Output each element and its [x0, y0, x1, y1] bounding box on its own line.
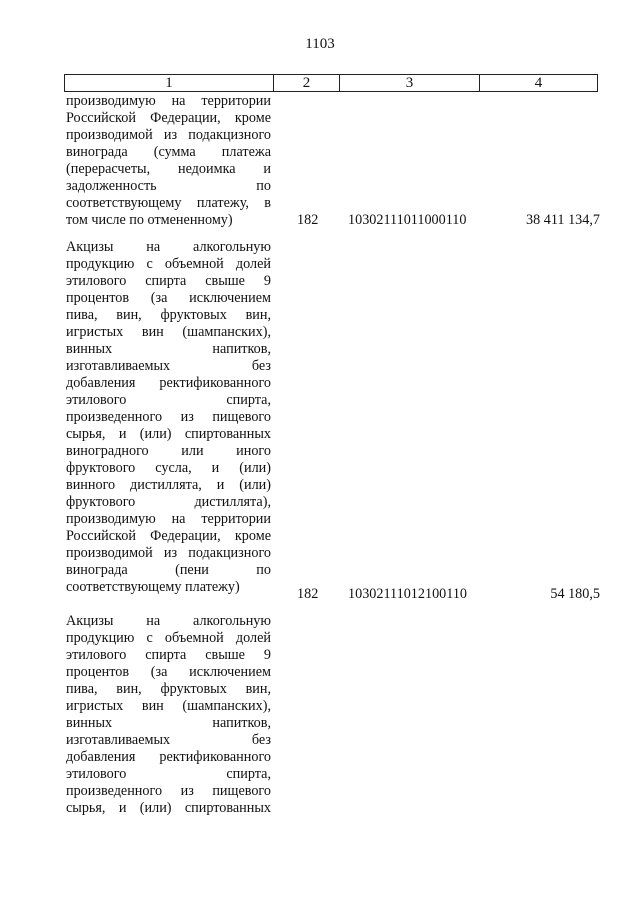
desc-line: фруктового дистиллята),: [66, 494, 271, 510]
desc-line: пива, вин, фруктовых вин,: [66, 307, 271, 323]
desc-line: продукцию с объемной долей: [66, 256, 271, 272]
desc-line: изготавливаемых без: [66, 732, 271, 748]
desc-line: винограда (пени по: [66, 562, 271, 578]
desc-line: (перерасчеты, недоимка и: [66, 161, 271, 177]
table-row-2-description: [66, 613, 271, 817]
desc-line: Российской Федерации, кроме: [66, 528, 271, 544]
table-row-0-amount: 38 411 134,7: [526, 212, 600, 228]
desc-line: процентов (за исключением: [66, 664, 271, 680]
table-row-1-admin-code: 182: [297, 586, 319, 602]
desc-line: Российской Федерации, кроме: [66, 110, 271, 126]
table-row-1-amount: 54 180,5: [550, 586, 600, 602]
table-row-1-description: [66, 239, 271, 596]
desc-line: произведенного из пищевого: [66, 409, 271, 425]
header-col-2: 2: [273, 75, 339, 91]
desc-line: производимую на территории: [66, 511, 271, 527]
desc-line: пива, вин, фруктовых вин,: [66, 681, 271, 697]
desc-line: Акцизы на алкогольную: [66, 613, 271, 629]
table-row-1-kbk: 10302111012100110: [348, 586, 468, 602]
desc-line: этилового спирта свыше 9: [66, 273, 271, 289]
desc-line: винного дистиллята, и (или): [66, 477, 271, 493]
table-row-0-admin-code: 182: [297, 212, 319, 228]
desc-line: винограда (сумма платежа: [66, 144, 271, 160]
desc-line: производимую на территории: [66, 93, 271, 109]
desc-line: продукцию с объемной долей: [66, 630, 271, 646]
table-row-0-description: [66, 93, 271, 229]
desc-line: задолженность по: [66, 178, 271, 194]
desc-line: процентов (за исключением: [66, 290, 271, 306]
desc-line: изготавливаемых без: [66, 358, 271, 374]
desc-line: произведенного из пищевого: [66, 783, 271, 799]
desc-line: сырья, и (или) спиртованных: [66, 800, 271, 816]
desc-line: том числе по отмененному): [66, 212, 233, 228]
desc-line: сырья, и (или) спиртованных: [66, 426, 271, 442]
desc-line: фруктового сусла, и (или): [66, 460, 271, 476]
desc-line: соответствующему платежу, в: [66, 195, 271, 211]
table-row-0-kbk: 10302111011000110: [348, 212, 467, 228]
desc-line: производимой из подакцизного: [66, 545, 271, 561]
table-header-row: [64, 74, 598, 92]
header-col-1: 1: [165, 75, 173, 91]
desc-line: добавления ректификованного: [66, 749, 271, 765]
desc-line: игристых вин (шампанских),: [66, 698, 271, 714]
page-number: 1103: [305, 36, 335, 52]
desc-line: Акцизы на алкогольную: [66, 239, 271, 255]
desc-line: этилового спирта свыше 9: [66, 647, 271, 663]
desc-line: игристых вин (шампанских),: [66, 324, 271, 340]
desc-line: виноградного или иного: [66, 443, 271, 459]
header-col-3: 3: [339, 75, 479, 91]
desc-line: добавления ректификованного: [66, 375, 271, 391]
desc-line: производимой из подакцизного: [66, 127, 271, 143]
desc-line: винных напитков,: [66, 715, 271, 731]
desc-line: соответствующему платежу): [66, 579, 240, 595]
desc-line: винных напитков,: [66, 341, 271, 357]
desc-line: этилового спирта,: [66, 392, 271, 408]
desc-line: этилового спирта,: [66, 766, 271, 782]
header-col-4: 4: [479, 75, 597, 91]
